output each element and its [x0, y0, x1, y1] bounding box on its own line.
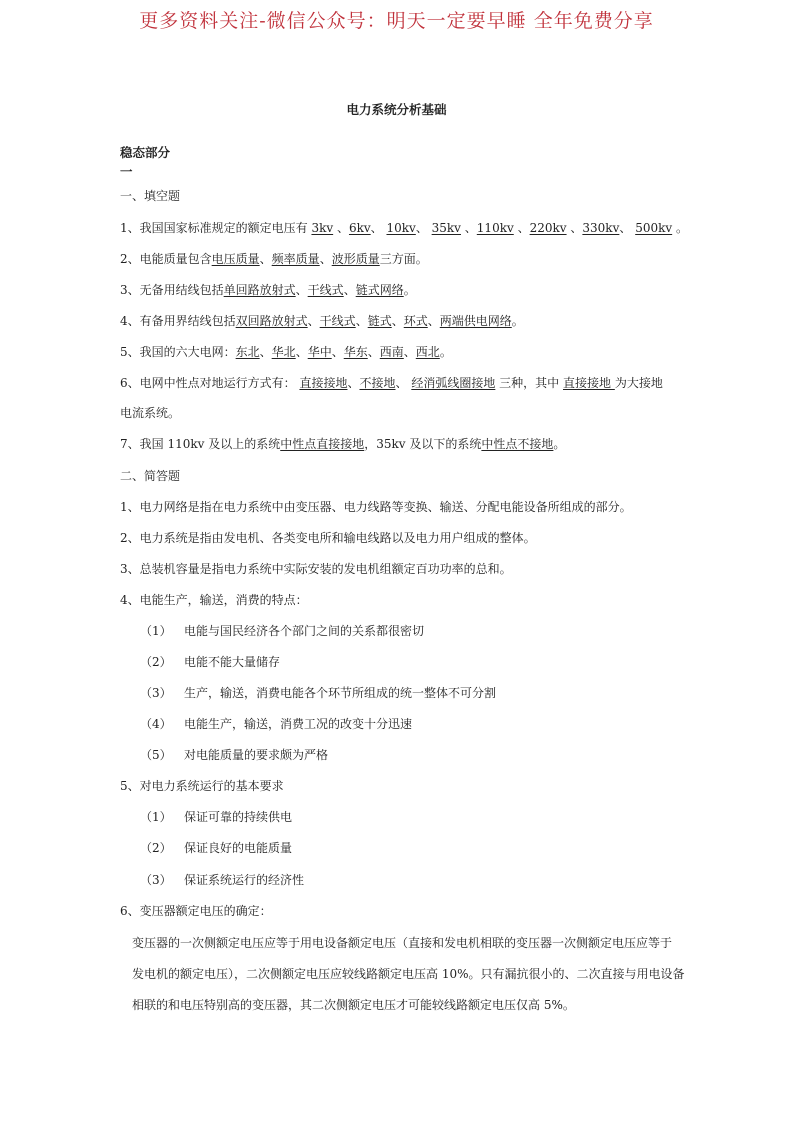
- point-number: （3）: [140, 873, 172, 887]
- answer-blank: 35kv: [431, 221, 461, 235]
- point-number: （1）: [140, 624, 172, 638]
- item-text: 、: [343, 283, 356, 297]
- answer-blank: 华北: [271, 345, 296, 359]
- item-text: 1、我国国家标准规定的额定电压有: [120, 221, 312, 235]
- item-text: 、: [566, 221, 583, 235]
- point-text: 保证可靠的持续供电: [184, 810, 293, 824]
- item-text: 为大接地: [614, 376, 663, 390]
- point-text: 电能与国民经济各个部门之间的关系都很密切: [184, 624, 425, 638]
- item-text: 、: [460, 221, 477, 235]
- item-text: 2、电能质量包含: [120, 252, 212, 266]
- answer-blank: 110kv: [476, 221, 514, 235]
- answer-blank: 环式: [403, 314, 428, 328]
- answer-2: 2、电力系统是指由发电机、各类变电所和输电线路以及电力用户组成的整体。: [120, 531, 536, 545]
- item-text: 、: [403, 345, 416, 359]
- answer-blank: 两端供电网络: [439, 314, 512, 328]
- item-text: 、: [295, 345, 308, 359]
- list-point: [140, 654, 280, 670]
- item-text: 、: [513, 221, 530, 235]
- item-text: 电流系统。: [120, 406, 181, 420]
- answer-blank: 东北: [235, 345, 260, 359]
- answer-blank: 干线式: [319, 314, 356, 328]
- short-answer-heading: 二、简答题: [120, 469, 181, 483]
- answer-blank: 直接接地: [562, 376, 615, 390]
- answer-blank: 3kv: [311, 221, 334, 235]
- fill-item: [120, 313, 524, 329]
- item-text: 、: [259, 345, 272, 359]
- item-text: 、: [333, 221, 349, 235]
- item-text: 、: [355, 314, 368, 328]
- answer-blank: 直接接地: [299, 376, 348, 390]
- answer-1: 1、电力网络是指在电力系统中由变压器、电力线路等变换、输送、分配电能设备所组成的部分。: [120, 500, 632, 514]
- answer-blank: 频率质量: [271, 252, 320, 266]
- answer-blank: 10kv: [386, 221, 416, 235]
- fill-heading: 一、填空题: [120, 189, 181, 203]
- q6-paragraph-line: 相联的和电压特别高的变压器，其二次侧额定电压才可能较线路额定电压仅高 5%。: [132, 998, 575, 1012]
- q6-paragraph-line: 变压器的一次侧额定电压应等于用电设备额定电压（直接和发电机相联的变压器一次侧额定电压应等于: [132, 936, 673, 950]
- item-text: 、: [395, 376, 412, 390]
- item-text: 、: [415, 221, 432, 235]
- fill-item: [120, 344, 452, 360]
- point-text: 保证系统运行的经济性: [184, 873, 305, 887]
- list-point: [140, 872, 304, 888]
- fill-item: [120, 436, 565, 452]
- item-text: 、: [307, 314, 320, 328]
- item-text: 。: [511, 314, 524, 328]
- answer-blank: 不接地: [359, 376, 396, 390]
- item-text: 、: [319, 252, 332, 266]
- fill-item: [120, 375, 663, 391]
- answer-blank: 波形质量: [331, 252, 380, 266]
- item-text: 三种，其中: [495, 376, 563, 390]
- point-text: 电能生产，输送，消费工况的改变十分迅速: [184, 717, 413, 731]
- answer-blank: 6kv: [348, 221, 371, 235]
- answer-blank: 单回路放射式: [223, 283, 296, 297]
- watermark-banner: 更多资料关注-微信公众号：明天一定要早睡 全年免费分享: [139, 10, 654, 32]
- point-number: （3）: [140, 686, 172, 700]
- list-point: [140, 840, 292, 856]
- list-point: [140, 716, 412, 732]
- answer-blank: 西南: [379, 345, 404, 359]
- answer-blank: 西北: [415, 345, 440, 359]
- section-mark: 一: [120, 164, 133, 179]
- answer-blank: 干线式: [307, 283, 344, 297]
- answer-blank: 中性点不接地: [481, 437, 554, 451]
- answer-blank: 330kv: [582, 221, 620, 235]
- point-number: （2）: [140, 841, 172, 855]
- point-text: 对电能质量的要求颇为严格: [184, 748, 329, 762]
- point-text: 保证良好的电能质量: [184, 841, 293, 855]
- fill-item: [120, 251, 428, 267]
- answer-blank: 链式: [367, 314, 392, 328]
- answer-4: 4、电能生产，输送，消费的特点：: [120, 593, 308, 607]
- item-text: 。: [403, 283, 416, 297]
- fill-item: [120, 220, 688, 236]
- item-text: 7、我国 110kv 及以上的系统: [120, 437, 281, 451]
- document-title: 电力系统分析基础: [346, 102, 447, 117]
- section-heading: 稳态部分: [120, 145, 171, 160]
- item-text: 、: [295, 283, 308, 297]
- answer-blank: 500kv: [635, 221, 673, 235]
- answer-5: 5、对电力系统运行的基本要求: [120, 779, 284, 793]
- item-text: 。: [672, 221, 688, 235]
- item-text: 、: [619, 221, 636, 235]
- item-text: 、: [391, 314, 404, 328]
- item-text: 三方面。: [379, 252, 428, 266]
- point-text: 电能不能大量储存: [184, 655, 281, 669]
- point-number: （5）: [140, 748, 172, 762]
- point-number: （4）: [140, 717, 172, 731]
- item-text: ，35kv 及以下的系统: [364, 437, 482, 451]
- fill-item: [120, 282, 416, 298]
- fill-item: [120, 405, 180, 421]
- item-text: 、: [427, 314, 440, 328]
- answer-blank: 经消弧线圈接地: [411, 376, 496, 390]
- list-point: [140, 809, 292, 825]
- q6-paragraph-line: 发电机的额定电压），二次侧额定电压应较线路额定电压高 10%。只有漏抗很小的、二次直接与用电设备: [132, 967, 685, 981]
- answer-blank: 中性点直接接地: [280, 437, 365, 451]
- point-number: （2）: [140, 655, 172, 669]
- item-text: 。: [439, 345, 452, 359]
- answer-blank: 链式网络: [355, 283, 404, 297]
- answer-blank: 华中: [307, 345, 332, 359]
- answer-blank: 220kv: [529, 221, 567, 235]
- item-text: 。: [553, 437, 566, 451]
- answer-3: 3、总装机容量是指电力系统中实际安装的发电机组额定百功功率的总和。: [120, 562, 512, 576]
- answer-blank: 电压质量: [211, 252, 260, 266]
- list-point: [140, 623, 424, 639]
- item-text: 、: [331, 345, 344, 359]
- answer-blank: 华东: [343, 345, 368, 359]
- item-text: 、: [347, 376, 360, 390]
- item-text: 5、我国的六大电网：: [120, 345, 236, 359]
- answer-blank: 双回路放射式: [235, 314, 308, 328]
- list-point: [140, 747, 328, 763]
- item-text: 、: [259, 252, 272, 266]
- answer-6: 6、变压器额定电压的确定：: [120, 904, 272, 918]
- item-text: 4、有备用界结线包括: [120, 314, 236, 328]
- item-text: 、: [367, 345, 380, 359]
- list-point: [140, 685, 496, 701]
- item-text: 、: [370, 221, 387, 235]
- item-text: 3、无备用结线包括: [120, 283, 224, 297]
- point-number: （1）: [140, 810, 172, 824]
- point-text: 生产，输送，消费电能各个环节所组成的统一整体不可分割: [184, 686, 497, 700]
- item-text: 6、电网中性点对地运行方式有：: [120, 376, 300, 390]
